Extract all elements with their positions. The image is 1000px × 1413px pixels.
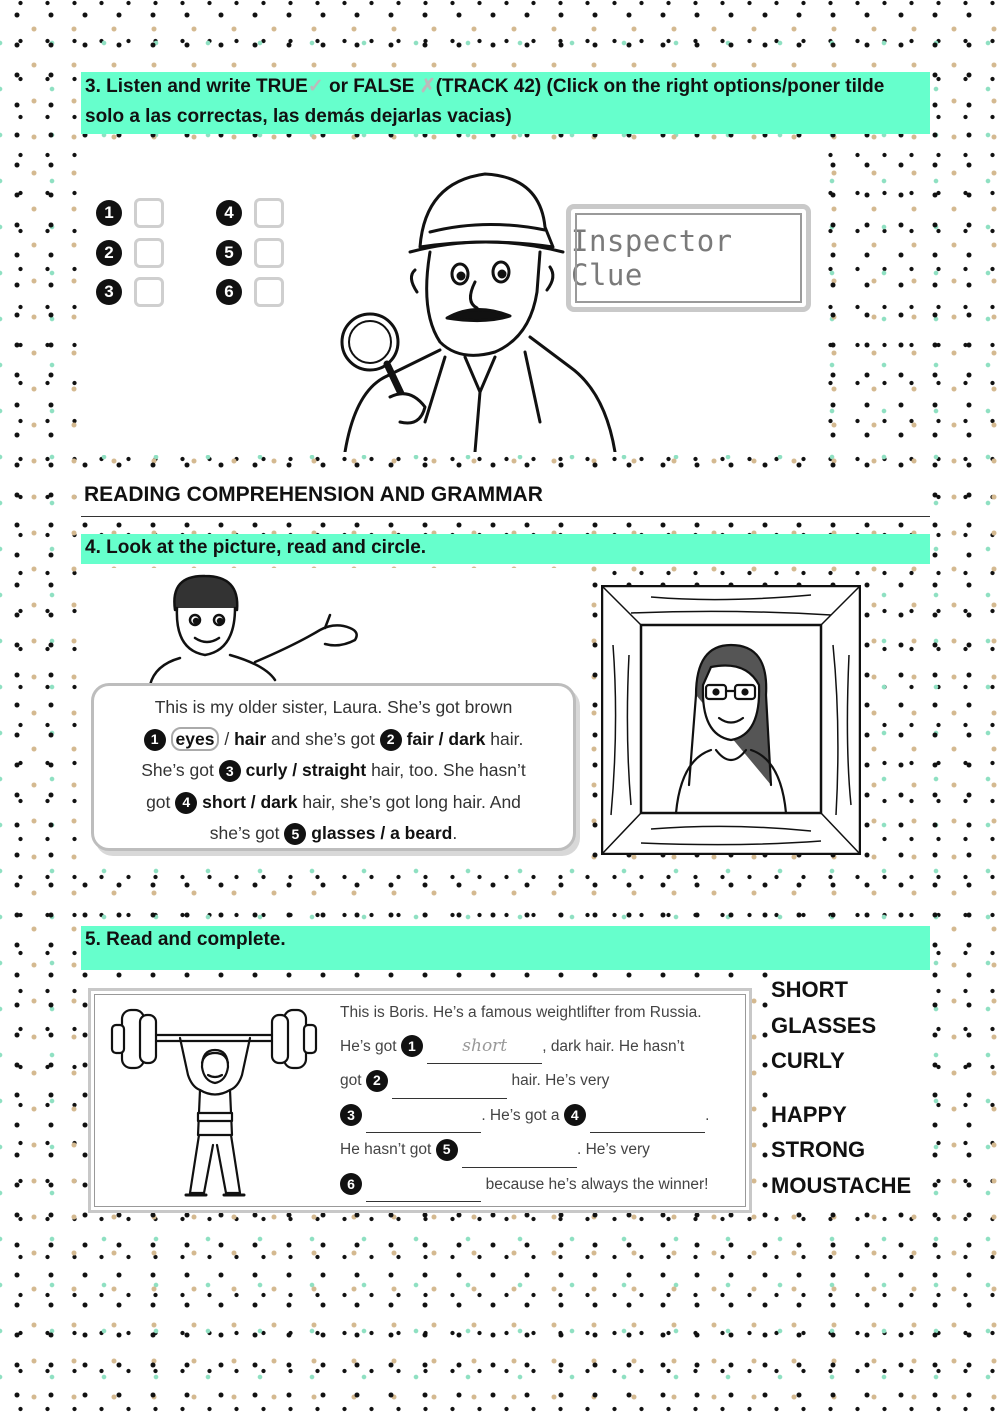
- option-short-dark[interactable]: short / dark: [202, 791, 298, 812]
- number-badge: 5: [216, 240, 242, 266]
- answer-blank-3[interactable]: [366, 1099, 481, 1134]
- text-line-2: He’s got 1 short , dark hair. He hasn’t: [340, 1030, 740, 1065]
- number-badge: 5: [436, 1139, 458, 1161]
- word-bank-item: MOUSTACHE: [771, 1172, 912, 1198]
- option-fair-dark[interactable]: fair / dark: [406, 728, 486, 749]
- word-bank-item: SHORT: [771, 977, 848, 1002]
- text-line-5: she’s got 5 glasses / a beard.: [106, 818, 561, 850]
- exercise-3-instructions: [81, 72, 930, 134]
- text-line-3: got 2 hair. He’s very: [340, 1064, 740, 1099]
- text-line-5: He hasn’t got 5 . He’s very: [340, 1133, 740, 1168]
- true-false-checkbox-1[interactable]: [134, 198, 164, 228]
- number-badge: 2: [96, 240, 122, 266]
- word-bank: [768, 972, 928, 1202]
- word-bank-item: STRONG: [771, 1137, 866, 1162]
- option-hair[interactable]: hair: [234, 728, 267, 749]
- answer-blank-4[interactable]: [590, 1099, 705, 1134]
- word-bank-item: GLASSES: [771, 1012, 877, 1038]
- true-false-checkbox-6[interactable]: [254, 277, 284, 307]
- number-badge: 3: [340, 1104, 362, 1126]
- cross-mark-icon: ✗: [419, 76, 436, 97]
- exercise-5-text: [340, 996, 740, 1202]
- answer-item-4: [216, 198, 284, 228]
- exercise-4-instructions: [81, 534, 930, 564]
- text-line-4: got 4 short / dark hair, she’s got long hair. And: [106, 787, 561, 819]
- section-heading-bar: [81, 480, 930, 517]
- number-badge: 4: [216, 200, 242, 226]
- text-line-6: 6 because he’s always the winner!: [340, 1168, 740, 1203]
- answer-blank-6[interactable]: [366, 1168, 481, 1203]
- text-line-1: This is Boris. He’s a famous weightlifter from Russia.: [340, 1004, 702, 1021]
- answer-blank-1[interactable]: short: [427, 1030, 542, 1065]
- answer-item-2: [96, 238, 164, 268]
- answer-item-5: [216, 238, 284, 268]
- true-false-checkbox-4[interactable]: [254, 198, 284, 228]
- word-bank-item: HAPPY: [771, 1101, 847, 1127]
- number-badge: 3: [96, 279, 122, 305]
- text-line-3: She’s got 3 curly / straight hair, too. She hasn’t: [106, 755, 561, 787]
- true-false-checkbox-5[interactable]: [254, 238, 284, 268]
- laura-portrait-frame: [601, 585, 861, 855]
- number-badge: 5: [284, 823, 306, 845]
- exercise-5-instructions: [81, 926, 930, 970]
- number-badge: 3: [219, 760, 241, 782]
- number-badge: 1: [144, 729, 166, 751]
- instruction-text-3: (TRACK 42) (Click on the right options/poner tilde solo a las correctas, las demás dejarlas vacias): [85, 76, 885, 127]
- number-badge: 1: [96, 200, 122, 226]
- number-badge: 6: [216, 279, 242, 305]
- instruction-text: 5. Read and complete.: [85, 929, 286, 950]
- option-glasses-beard[interactable]: glasses / a beard: [311, 823, 453, 843]
- word-bank-item: CURLY: [771, 1048, 845, 1073]
- option-eyes-circled[interactable]: eyes: [171, 727, 220, 751]
- boy-illustration: [145, 570, 375, 685]
- instruction-text-2: or FALSE: [323, 76, 420, 97]
- instruction-text: 4. Look at the picture, read and circle.: [85, 537, 427, 558]
- number-badge: 6: [340, 1173, 362, 1195]
- number-badge: 2: [366, 1070, 388, 1092]
- number-badge: 2: [380, 729, 402, 751]
- answer-item-6: [216, 277, 284, 307]
- true-false-checkbox-2[interactable]: [134, 238, 164, 268]
- instruction-text-1: 3. Listen and write TRUE: [85, 76, 308, 97]
- weightlifter-illustration: [100, 995, 336, 1207]
- speech-bubble: [91, 683, 576, 851]
- answer-item-1: [96, 198, 164, 228]
- answer-item-3: [96, 277, 164, 307]
- check-mark-icon: ✓: [307, 76, 324, 97]
- true-false-checkbox-3[interactable]: [134, 277, 164, 307]
- text-line-1: This is my older sister, Laura. She’s got brown: [154, 697, 513, 717]
- number-badge: 1: [401, 1035, 423, 1057]
- section-heading: READING COMPREHENSION AND GRAMMAR: [84, 483, 543, 506]
- text-line-2: 1 eyes / hair and she’s got 2 fair / dark hair.: [106, 724, 561, 756]
- option-curly-straight[interactable]: curly / straight: [245, 760, 367, 780]
- answer-blank-2[interactable]: [392, 1064, 507, 1099]
- inspector-clue-sign: [566, 204, 811, 312]
- number-badge: 4: [564, 1104, 586, 1126]
- text-line-4: 3 . He’s got a 4 .: [340, 1099, 740, 1134]
- answer-blank-5[interactable]: [462, 1133, 577, 1168]
- sign-title: Inspector Clue: [571, 224, 733, 292]
- number-badge: 4: [175, 792, 197, 814]
